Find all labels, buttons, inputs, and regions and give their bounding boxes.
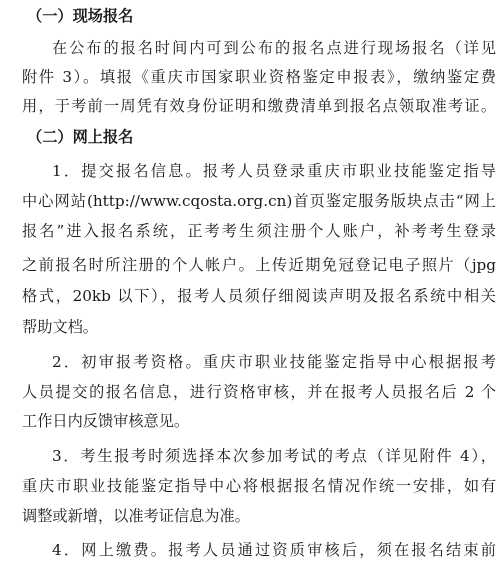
section-heading-online: （二）网上报名: [27, 128, 134, 146]
paragraph-line: 人员提交的报名信息，进行资格审核，并在报考人员报名后 2 个: [22, 383, 496, 401]
paragraph-line: 1．提交报名信息。报考人员登录重庆市职业技能鉴定指导: [52, 162, 496, 180]
paragraph-line: 帮助文档。: [22, 318, 98, 336]
paragraph-line: 2．初审报考资格。重庆市职业技能鉴定指导中心根据报考: [52, 353, 496, 371]
paragraph-line: 工作日内反馈审核意见。: [22, 412, 190, 430]
paragraph-line: 用，于考前一周凭有效身份证明和缴费清单到报名点领取准考证。: [22, 97, 496, 115]
paragraph-line: 在公布的报名时间内可到公布的报名点进行现场报名（详见: [52, 39, 496, 57]
paragraph-line: 附件 3）。填报《重庆市国家职业资格鉴定申报表》，缴纳鉴定费: [22, 68, 496, 86]
paragraph-line: 4．网上缴费。报考人员通过资质审核后，须在报名结束前: [52, 541, 496, 559]
paragraph-line: 3．考生报考时须选择本次参加考试的考点（详见附件 4），: [52, 447, 496, 465]
paragraph-line: 重庆市职业技能鉴定指导中心将根据报名情况作统一安排，如有: [22, 477, 496, 495]
paragraph-line: 格式，20kb 以下），报考人员须仔细阅读声明及报名系统中相关: [22, 287, 496, 305]
paragraph-line: 调整或新增，以准考证信息为准。: [22, 507, 250, 525]
paragraph-line: 报名”进入报名系统，正考考生须注册个人账户，补考考生登录: [22, 222, 496, 240]
paragraph-line: 之前报名时所注册的个人帐户。上传近期免冠登记电子照片（jpg: [22, 256, 496, 274]
section-heading-onsite: （一）现场报名: [27, 7, 134, 25]
paragraph-line: 中心网站(http://www.cqosta.org.cn)首页鉴定服务版块点击“网上: [22, 192, 496, 210]
